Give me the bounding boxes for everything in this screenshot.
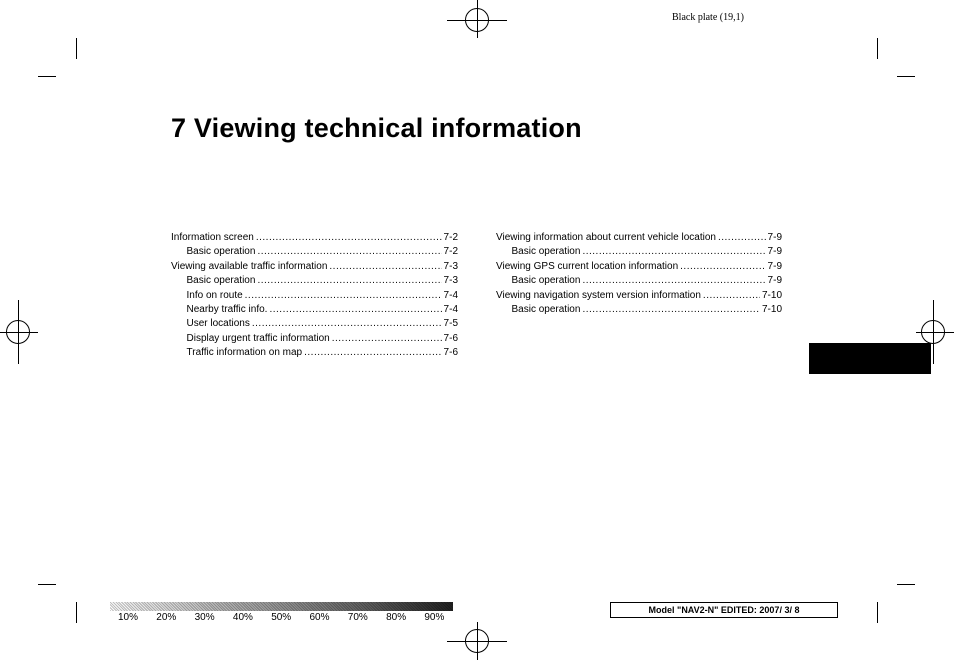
toc-entry bbox=[171, 332, 458, 346]
toc-entry bbox=[496, 231, 782, 245]
model-edited-box: Model "NAV2-N" EDITED: 2007/ 3/ 8 bbox=[610, 602, 838, 618]
toc-entry-title: Viewing GPS current location information bbox=[496, 260, 679, 272]
plate-label: Black plate (19,1) bbox=[672, 12, 744, 23]
toc-leader-dots bbox=[269, 303, 441, 317]
density-label: 40% bbox=[232, 612, 253, 623]
toc-entry-page: 7-9 bbox=[767, 232, 782, 243]
toc-entry-page: 7-4 bbox=[443, 289, 458, 301]
toc-entry-page: 7-9 bbox=[767, 260, 782, 272]
density-label: 50% bbox=[271, 612, 292, 623]
toc-entry-page: 7-3 bbox=[443, 260, 458, 272]
toc-entry bbox=[171, 231, 458, 245]
toc-entry bbox=[496, 260, 782, 274]
density-scale-labels bbox=[118, 612, 463, 623]
toc-leader-dots bbox=[703, 289, 760, 303]
toc-entry-page: 7-2 bbox=[443, 232, 458, 243]
density-label: 80% bbox=[386, 612, 407, 623]
toc-entry bbox=[171, 303, 458, 317]
toc-entry bbox=[171, 260, 458, 274]
toc-leader-dots bbox=[582, 245, 765, 259]
density-label: 70% bbox=[347, 612, 368, 623]
toc-entry-page: 7-10 bbox=[761, 304, 782, 316]
toc-entry bbox=[496, 245, 782, 259]
toc-entry-title: Traffic information on map bbox=[186, 347, 303, 359]
toc-entry-title: Basic operation bbox=[186, 275, 256, 287]
toc-entry bbox=[171, 317, 458, 331]
toc-leader-dots bbox=[582, 303, 760, 317]
density-label: 20% bbox=[156, 612, 177, 623]
toc-leader-dots bbox=[252, 317, 442, 331]
toc-entry-title: Basic operation bbox=[511, 275, 581, 287]
toc-entry-title: Display urgent traffic information bbox=[186, 332, 330, 344]
toc-entry-title: Viewing information about current vehicle location bbox=[496, 232, 716, 243]
toc-leader-dots bbox=[680, 260, 765, 274]
toc-entry bbox=[171, 346, 458, 360]
toc-entry-title: Information screen bbox=[171, 232, 254, 243]
toc-entry-title: User locations bbox=[186, 318, 250, 330]
toc-entry-page: 7-6 bbox=[443, 332, 458, 344]
toc-entry-title: Viewing available traffic information bbox=[171, 260, 328, 272]
toc-entry bbox=[496, 303, 782, 317]
toc-entry-page: 7-9 bbox=[767, 246, 782, 258]
toc-entry-page: 7-3 bbox=[443, 275, 458, 287]
toc-leader-dots bbox=[582, 274, 765, 288]
toc-entry bbox=[171, 245, 458, 259]
toc-leader-dots bbox=[332, 332, 442, 346]
toc-entry-title: Nearby traffic info. bbox=[186, 304, 268, 316]
toc-entry bbox=[496, 289, 782, 303]
toc-left-column bbox=[171, 231, 458, 361]
chapter-tab bbox=[809, 343, 931, 374]
toc-leader-dots bbox=[329, 260, 441, 274]
density-scale-bar bbox=[110, 602, 453, 611]
toc-leader-dots bbox=[257, 274, 441, 288]
toc-leader-dots bbox=[257, 245, 441, 259]
toc-entry bbox=[496, 274, 782, 288]
density-label: 90% bbox=[424, 612, 445, 623]
toc-leader-dots bbox=[304, 346, 441, 360]
toc-entry-title: Info on route bbox=[186, 289, 243, 301]
toc-leader-dots bbox=[256, 231, 442, 245]
toc-entry-title: Basic operation bbox=[511, 304, 581, 316]
density-label: 60% bbox=[309, 612, 330, 623]
toc-leader-dots bbox=[245, 289, 442, 303]
toc-entry-page: 7-9 bbox=[767, 275, 782, 287]
toc-entry-title: Basic operation bbox=[511, 246, 581, 258]
density-label: 30% bbox=[194, 612, 215, 623]
toc-entry bbox=[171, 289, 458, 303]
toc-entry-title: Viewing navigation system version information bbox=[496, 289, 701, 301]
toc-entry-page: 7-2 bbox=[443, 246, 458, 258]
toc-right-column bbox=[496, 231, 782, 317]
chapter-title: 7 Viewing technical information bbox=[171, 113, 582, 143]
toc-entry-page: 7-10 bbox=[761, 289, 782, 301]
toc-entry-page: 7-4 bbox=[443, 304, 458, 316]
toc-entry bbox=[171, 274, 458, 288]
toc-entry-page: 7-6 bbox=[443, 347, 458, 359]
density-label: 10% bbox=[118, 612, 139, 623]
toc-leader-dots bbox=[718, 231, 766, 245]
toc-entry-page: 7-5 bbox=[443, 318, 458, 330]
toc-entry-title: Basic operation bbox=[186, 246, 256, 258]
